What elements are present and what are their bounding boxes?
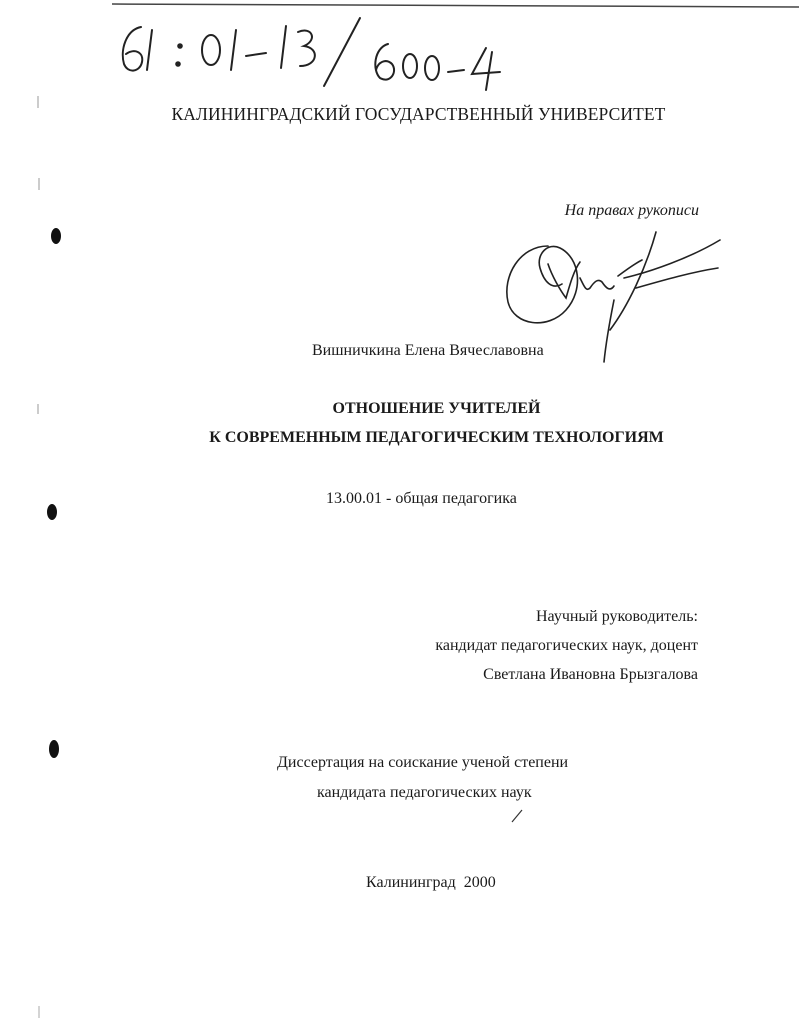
thesis-title-line-2: К СОВРЕМЕННЫМ ПЕДАГОГИЧЕСКИМ ТЕХНОЛОГИЯМ: [209, 429, 664, 446]
binder-hole-mark: [47, 504, 57, 520]
top-border-line: [112, 4, 799, 7]
supervisor-name: Светлана Ивановна Брызгалова: [483, 666, 698, 683]
binder-hole-mark: [51, 228, 61, 244]
thesis-title-line-1: ОТНОШЕНИЕ УЧИТЕЛЕЙ: [332, 400, 541, 417]
dissertation-line-2: кандидата педагогических наук: [317, 784, 532, 801]
handwritten-stamp-code: [123, 18, 500, 90]
supervisor-degree: кандидат педагогических наук, доцент: [435, 637, 698, 654]
author-name: Вишничкина Елена Вячеславовна: [312, 342, 544, 359]
pen-mark: [512, 810, 522, 822]
city-year: Калининград 2000: [366, 874, 496, 891]
binder-hole-mark: [49, 740, 59, 758]
manuscript-note: На правах рукописи: [564, 202, 699, 219]
university-name: КАЛИНИНГРАДСКИЙ ГОСУДАРСТВЕННЫЙ УНИВЕРСИТЕТ: [171, 104, 666, 124]
dissertation-line-1: Диссертация на соискание ученой степени: [277, 754, 569, 771]
specialty-code: 13.00.01 - общая педагогика: [326, 490, 517, 507]
supervisor-label: Научный руководитель:: [535, 608, 698, 625]
